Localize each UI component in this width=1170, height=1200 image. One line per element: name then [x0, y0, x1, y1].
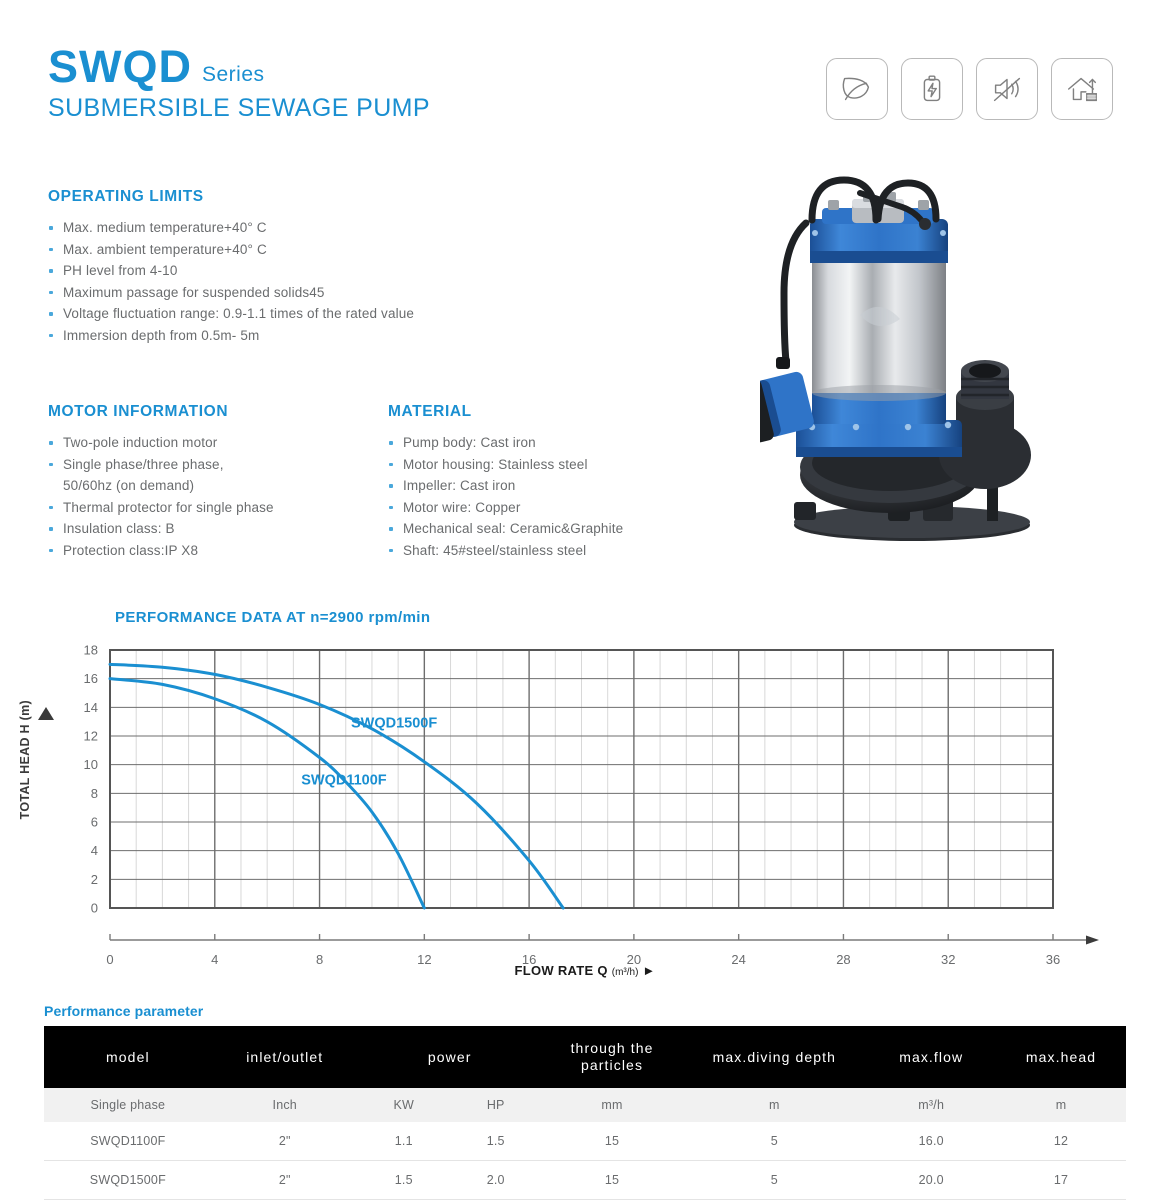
brand-line: [48, 41, 430, 92]
unit-model: Single phase: [44, 1088, 212, 1122]
list-item: PH level from 4-10: [48, 260, 668, 282]
operating-limits-title: OPERATING LIMITS: [48, 188, 204, 205]
particles-line1: through the: [570, 1040, 654, 1056]
x-tick-label: 36: [1045, 952, 1061, 967]
particles-line2: particles: [581, 1057, 644, 1073]
x-axis-arrowhead: [1086, 936, 1099, 945]
cell-depth: 5: [682, 1122, 866, 1161]
unit-inlet: Inch: [212, 1088, 358, 1122]
cell-head: 17: [996, 1161, 1126, 1200]
list-item-continuation: 50/60hz (on demand): [63, 478, 195, 493]
x-tick-label: 8: [315, 952, 324, 967]
operating-limits-section: [48, 188, 668, 346]
cell-model: SWQD1100F: [44, 1122, 212, 1161]
leaf-icon: [826, 58, 888, 120]
list-item: Maximum passage for suspended solids45: [48, 282, 668, 304]
motor-information-section: [48, 403, 378, 561]
x-tick-label: 4: [211, 952, 219, 967]
cell-kw: 1.1: [358, 1122, 450, 1161]
col-header-max-flow: max.flow: [866, 1026, 996, 1088]
mute-speaker-icon: [976, 58, 1038, 120]
list-item: Shaft: 45#steel/stainless steel: [388, 540, 748, 562]
x-tick-label: 20: [626, 952, 642, 967]
product-image: [760, 175, 1090, 545]
performance-chart: [0, 640, 1170, 1000]
y-tick-label: 12: [83, 728, 98, 744]
cell-head: 12: [996, 1122, 1126, 1161]
cell-flow: 16.0: [866, 1122, 996, 1161]
list-item: Thermal protector for single phase: [48, 497, 378, 519]
y-tick-label: 4: [90, 843, 98, 859]
material-title: MATERIAL: [388, 403, 472, 420]
list-item: Motor wire: Copper: [388, 497, 748, 519]
unit-head: m: [996, 1088, 1126, 1122]
page-title: SUBMERSIBLE SEWAGE PUMP: [48, 94, 430, 122]
material-section: [388, 403, 748, 561]
cell-hp: 1.5: [450, 1122, 542, 1161]
y-tick-label: 2: [90, 871, 98, 887]
unit-mm: mm: [542, 1088, 683, 1122]
unit-kw: KW: [358, 1088, 450, 1122]
list-item: Motor housing: Stainless steel: [388, 454, 748, 476]
x-tick-label: 28: [836, 952, 851, 967]
y-tick-label: 6: [90, 814, 98, 830]
cell-kw: 1.5: [358, 1161, 450, 1200]
x-axis-title: FLOW RATE Q: [514, 963, 608, 978]
list-item: Immersion depth from 0.5m- 5m: [48, 325, 668, 347]
x-tick-label: 12: [417, 952, 432, 967]
cell-hp: 2.0: [450, 1161, 542, 1200]
y-tick-label: 10: [83, 757, 98, 773]
page-header: [48, 41, 430, 123]
cell-model: SWQD1500F: [44, 1161, 212, 1200]
list-item: Max. medium temperature+40° C: [48, 217, 668, 239]
col-header-power: power: [358, 1026, 542, 1088]
cell-particles: 15: [542, 1161, 683, 1200]
x-tick-label: 32: [940, 952, 956, 967]
x-tick-label: 24: [731, 952, 746, 967]
x-axis-arrow-icon: ►: [642, 963, 656, 978]
operating-limits-list: [48, 217, 668, 346]
curve-label-SWQD1500F: SWQD1500F: [350, 715, 438, 732]
unit-flow: m³/h: [866, 1088, 996, 1122]
y-tick-label: 16: [83, 671, 98, 687]
list-item: Impeller: Cast iron: [388, 475, 748, 497]
x-tick-label: 0: [106, 952, 114, 967]
col-header-max-diving-depth: max.diving depth: [682, 1026, 866, 1088]
col-header-through-particles: [542, 1026, 683, 1088]
brand-name: SWQD: [48, 41, 192, 92]
cell-inlet: 2": [212, 1122, 358, 1161]
chart-title: PERFORMANCE DATA AT n=2900 rpm/min: [115, 609, 431, 626]
list-item: Insulation class: B: [48, 518, 378, 540]
list-item: Protection class:IP X8: [48, 540, 378, 562]
material-list: [388, 432, 748, 561]
y-tick-label: 8: [90, 785, 98, 801]
cell-particles: 15: [542, 1122, 683, 1161]
y-tick-label: 18: [83, 642, 98, 658]
battery-icon: [901, 58, 963, 120]
col-header-model: model: [44, 1026, 212, 1088]
feature-icon-row: [826, 58, 1113, 120]
list-item: Voltage fluctuation range: 0.9-1.1 times of the rated value: [48, 303, 668, 325]
table-row: [44, 1122, 1126, 1161]
list-item: Two-pole induction motor: [48, 432, 378, 454]
series-label: Series: [202, 63, 265, 86]
house-drainage-icon: [1051, 58, 1113, 120]
col-header-inlet-outlet: inlet/outlet: [212, 1026, 358, 1088]
curve-label-SWQD1100F: SWQD1100F: [301, 772, 387, 789]
unit-depth: m: [682, 1088, 866, 1122]
cell-flow: 20.0: [866, 1161, 996, 1200]
col-header-max-head: max.head: [996, 1026, 1126, 1088]
chart-x-axis-label: [0, 963, 1170, 978]
performance-table-label: Performance parameter: [44, 1003, 204, 1019]
table-header-row: [44, 1026, 1126, 1088]
table-units-row: [44, 1088, 1126, 1122]
unit-hp: HP: [450, 1088, 542, 1122]
list-item: Pump body: Cast iron: [388, 432, 748, 454]
motor-information-list: [48, 432, 378, 561]
list-item: Single phase/three phase,: [48, 454, 378, 476]
y-tick-label: 14: [83, 699, 98, 715]
chart-y-axis-label: TOTAL HEAD H (m): [18, 700, 32, 820]
list-item: Mechanical seal: Ceramic&Graphite: [388, 518, 748, 540]
list-item: Max. ambient temperature+40° C: [48, 239, 668, 261]
table-row: [44, 1161, 1126, 1200]
cell-inlet: 2": [212, 1161, 358, 1200]
x-tick-label: 16: [521, 952, 537, 967]
x-axis-unit: (m³/h): [611, 967, 639, 978]
y-tick-label: 0: [90, 900, 98, 916]
performance-table: [44, 1026, 1126, 1200]
motor-information-title: MOTOR INFORMATION: [48, 403, 229, 420]
cell-depth: 5: [682, 1161, 866, 1200]
